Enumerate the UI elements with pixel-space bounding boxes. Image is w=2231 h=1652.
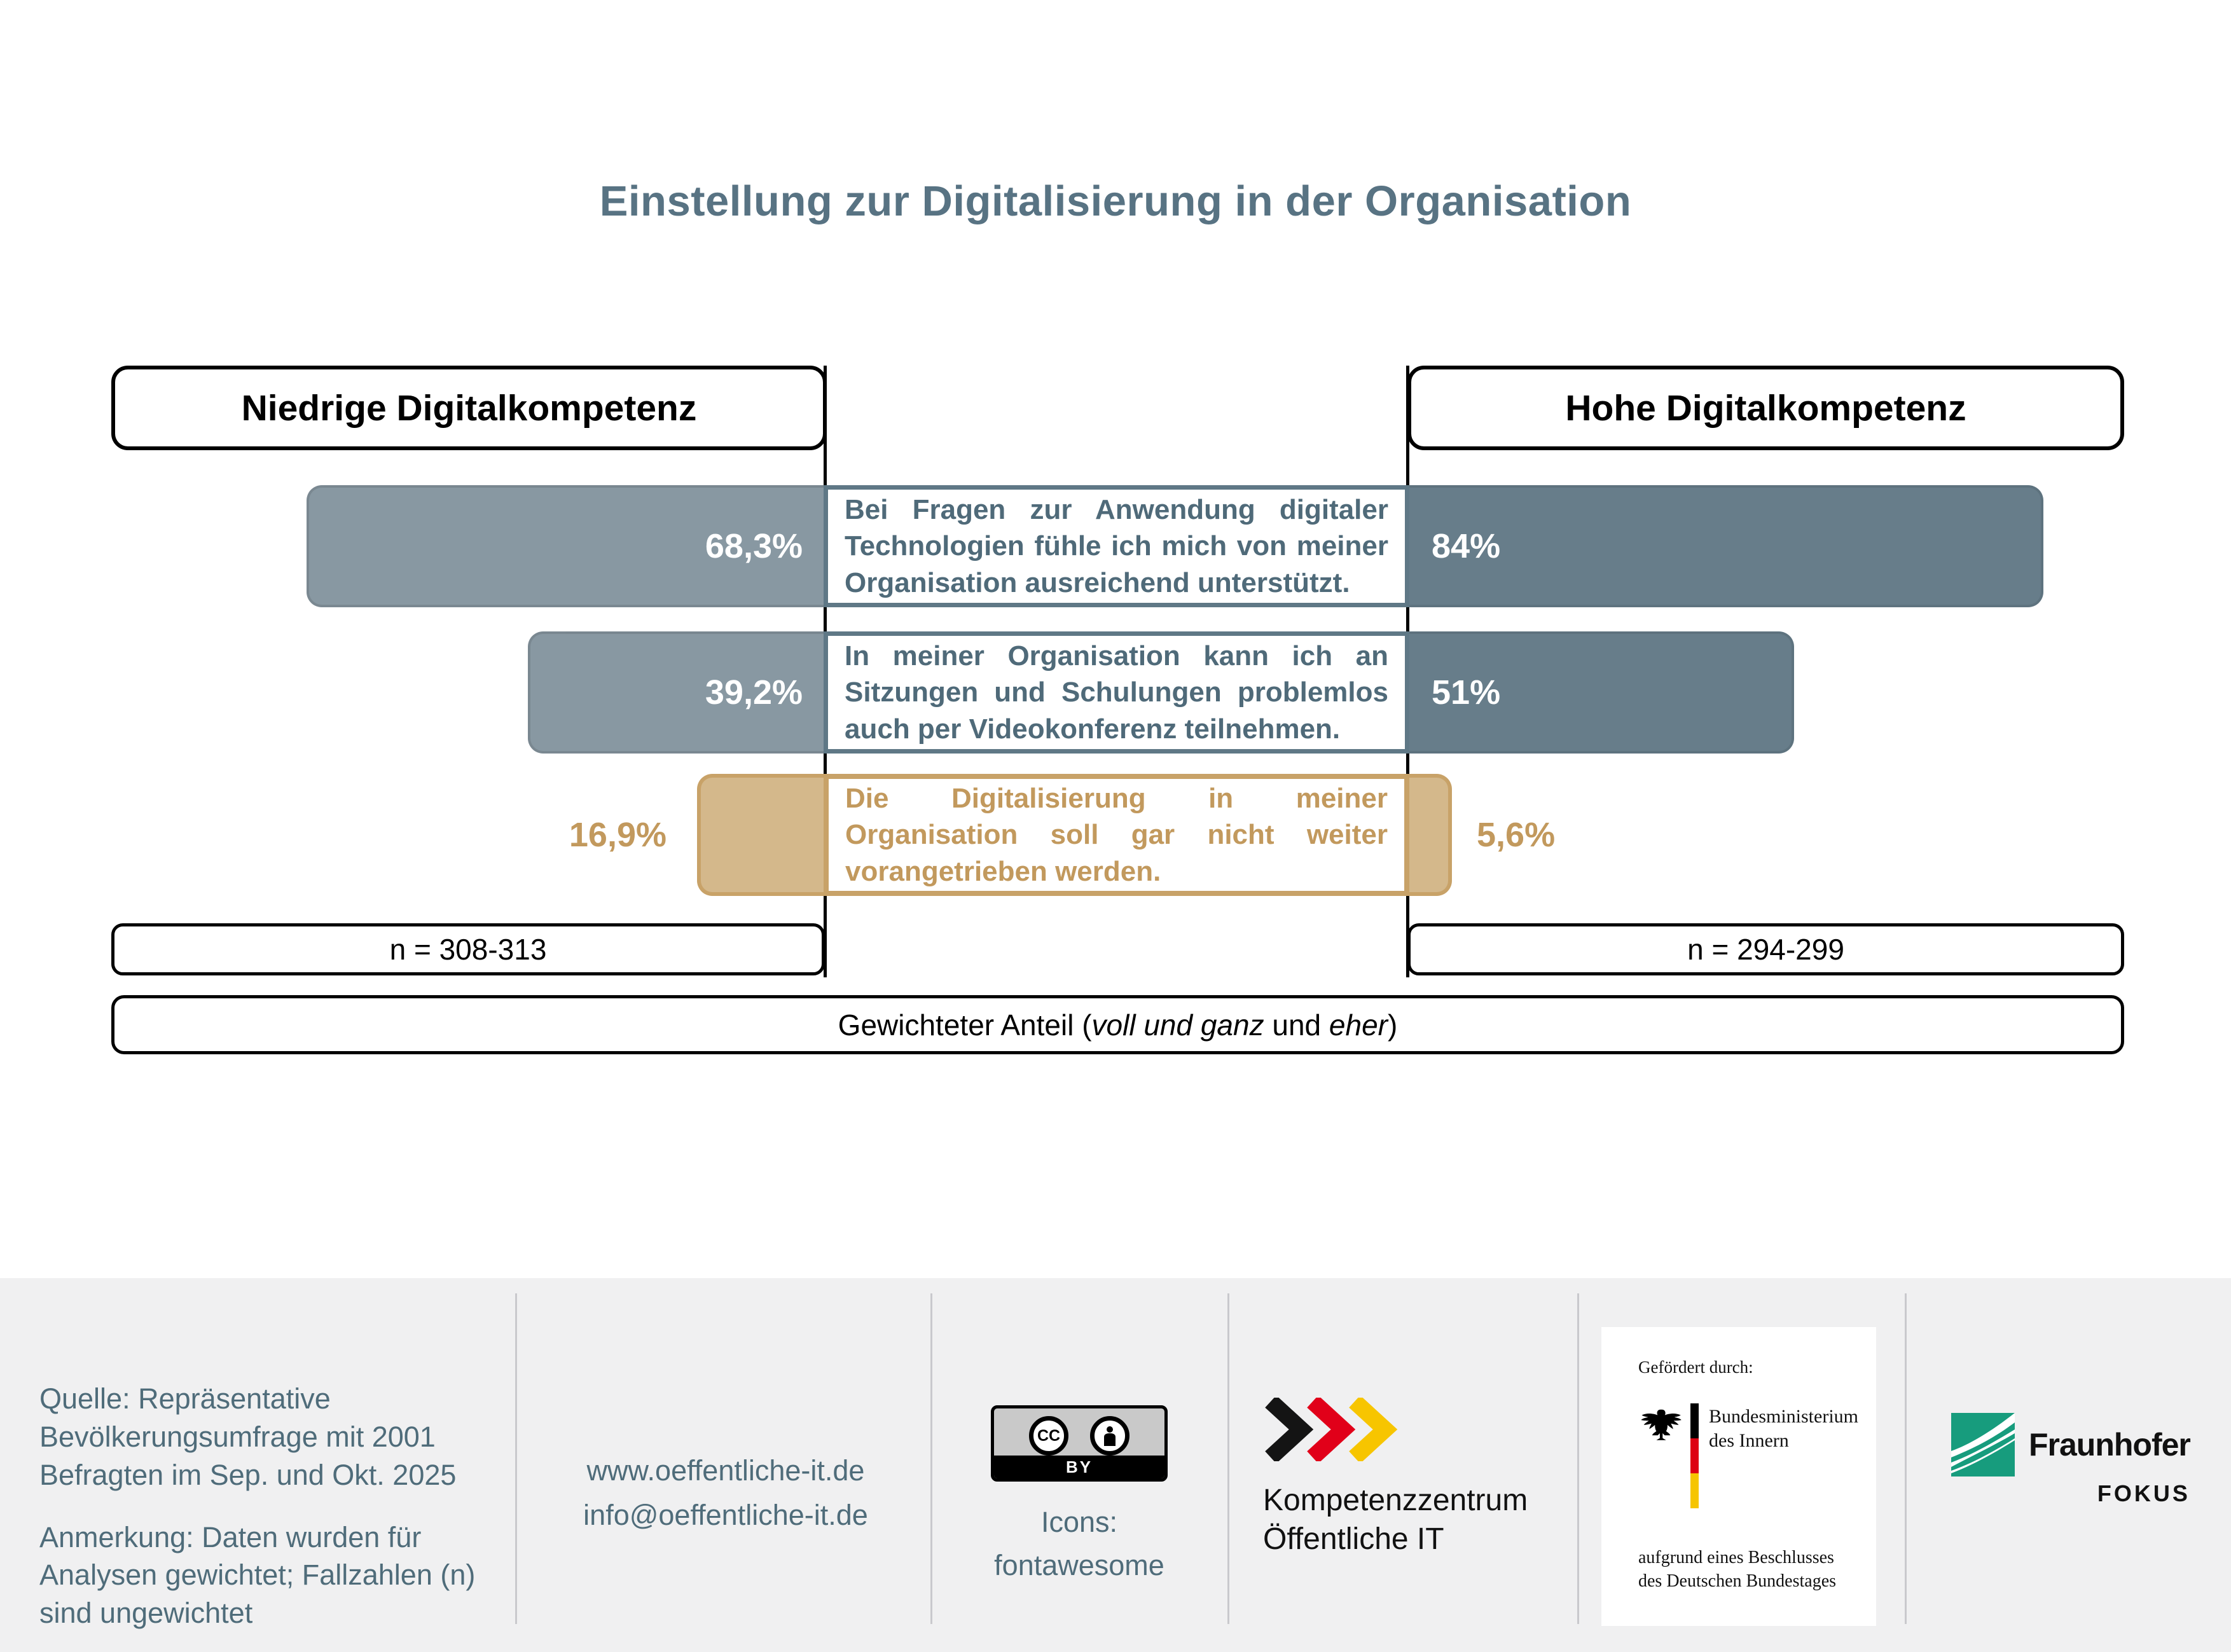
cc-badge-icons xyxy=(994,1408,1164,1459)
attribution-person-icon xyxy=(1090,1416,1129,1456)
value-definition-prefix: Gewichteter Anteil ( xyxy=(838,1008,1092,1042)
fraunhofer-square-icon xyxy=(1951,1413,2015,1476)
sample-size-low-label: n = 308-313 xyxy=(389,933,547,966)
email-link: info@oeffentliche-it.de xyxy=(583,1498,868,1531)
flag-stripe xyxy=(1690,1403,1699,1508)
bundestag-decree-note: aufgrund eines Beschlusses des Deutschen Bundestages xyxy=(1638,1548,1837,1591)
bar-high-row3-value: 5,6% xyxy=(1477,816,1556,854)
statement-box-row2 xyxy=(824,631,1409,754)
bar-low-row3-value: 16,9% xyxy=(569,816,667,854)
page-title: Einstellung zur Digitalisierung in der Organisation xyxy=(599,177,1632,225)
koeit-wordmark: Kompetenzzentrum Öffentliche IT xyxy=(1263,1483,1528,1557)
value-definition-italic1: voll und ganz xyxy=(1091,1008,1264,1042)
cc-license-block xyxy=(934,1405,1225,1587)
footer-contact xyxy=(525,1449,926,1538)
footer-divider-4 xyxy=(1577,1293,1579,1624)
statement-box-row1 xyxy=(824,485,1409,607)
fraunhofer-institute-label: FOKUS xyxy=(2097,1480,2190,1506)
bar-low-row1 xyxy=(307,485,827,607)
ministry-name: Bundesministerium des Innern xyxy=(1709,1406,1858,1451)
footer-notes xyxy=(39,1380,482,1652)
sample-size-low xyxy=(111,923,825,975)
bar-low-row2-value: 39,2% xyxy=(705,673,803,712)
icons-credit: Icons: fontawesome xyxy=(994,1506,1164,1581)
bar-high-row2 xyxy=(1407,631,1794,754)
bar-low-row1-value: 68,3% xyxy=(705,527,803,565)
bar-low-row2 xyxy=(528,631,827,754)
funded-by-label: Gefördert durch: xyxy=(1638,1358,1753,1377)
group-header-high-label: Hohe Digitalkompetenz xyxy=(1565,387,1966,429)
bmi-logo-row xyxy=(1638,1403,1858,1508)
footer-divider-2 xyxy=(930,1293,932,1624)
bmi-funding-logo xyxy=(1601,1327,1876,1626)
group-header-low-competence xyxy=(111,366,827,450)
federal-eagle-icon xyxy=(1638,1403,1683,1449)
bar-high-row1 xyxy=(1407,485,2043,607)
website-link: www.oeffentliche-it.de xyxy=(586,1454,865,1487)
footer-divider-5 xyxy=(1905,1293,1907,1624)
fraunhofer-logo-row xyxy=(1951,1413,2190,1476)
group-header-high-competence xyxy=(1407,366,2124,450)
method-note: Anmerkung: Daten wurden für Analysen gewichtet; Fallzahlen (n) sind ungewichtet xyxy=(39,1520,476,1630)
source-note: Quelle: Repräsentative Bevölkerungsumfrage mit 2001 Befragten im Sep. und Okt. 2025 xyxy=(39,1382,457,1491)
fraunhofer-wordmark: Fraunhofer xyxy=(2029,1427,2190,1463)
bar-high-row3 xyxy=(1407,774,1452,896)
bar-high-row2-value: 51% xyxy=(1432,673,1501,712)
cc-by-badge xyxy=(991,1405,1168,1482)
value-definition-suffix: ) xyxy=(1388,1008,1398,1042)
footer-divider-1 xyxy=(515,1293,517,1624)
fraunhofer-logo-block xyxy=(1951,1413,2190,1507)
value-definition-mid: und xyxy=(1264,1008,1329,1042)
koeit-logo-block xyxy=(1263,1398,1528,1559)
statement-row2: In meiner Organisation kann ich an Sitzungen und Schulungen problemlos auch per Videokonferenz teilnehmen. xyxy=(845,640,1388,745)
value-definition-box xyxy=(111,995,2124,1054)
footer xyxy=(0,1278,2231,1652)
statement-box-row3 xyxy=(824,774,1409,896)
koeit-chevrons-icon xyxy=(1263,1398,1467,1461)
bar-low-row3 xyxy=(697,774,827,896)
bar-high-row1-value: 84% xyxy=(1432,527,1501,565)
cc-by-bar: BY xyxy=(994,1456,1164,1478)
group-header-low-label: Niedrige Digitalkompetenz xyxy=(241,387,697,429)
statement-row3: Die Digitalisierung in meiner Organisation soll gar nicht weiter vorangetrieben werden. xyxy=(845,783,1388,887)
cc-icon: CC xyxy=(1029,1416,1068,1456)
footer-divider-3 xyxy=(1227,1293,1229,1624)
sample-size-high-label: n = 294-299 xyxy=(1687,933,1844,966)
statement-row1: Bei Fragen zur Anwendung digitaler Technologien fühle ich mich von meiner Organisation ausreichend unterstützt. xyxy=(845,494,1388,598)
value-definition-italic2: eher xyxy=(1329,1008,1388,1042)
sample-size-high xyxy=(1407,923,2124,975)
